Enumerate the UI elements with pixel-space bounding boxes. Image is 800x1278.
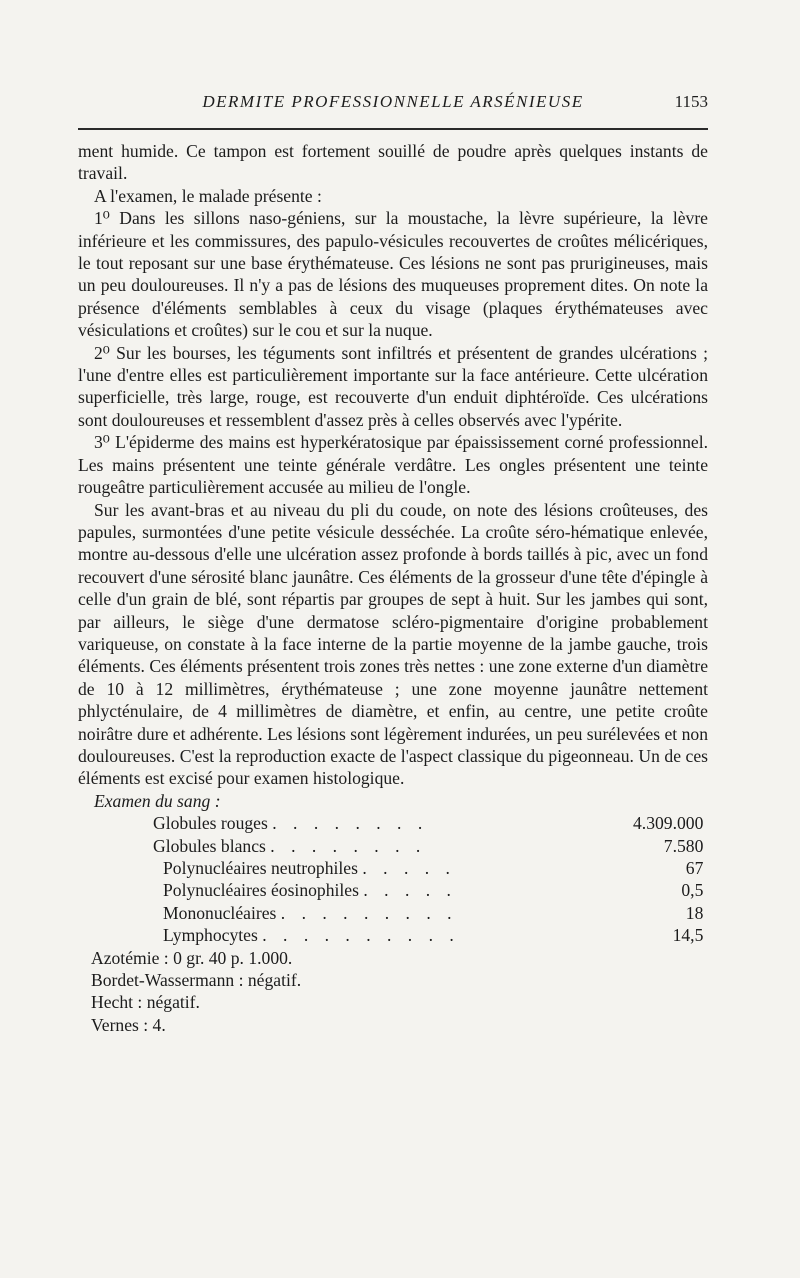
row-value: 4.309.000 [633, 813, 704, 834]
page-header [78, 92, 708, 122]
paragraph-point-1: 1⁰ Dans les sillons naso-géniens, sur la moustache, la lèvre supérieure, la lèvre inférieure et les commissures, des papulo-vésicules recouvertes de croûtes mélicériques, le tout reposant sur une base érythémateuse. Ces lésions ne sont pas prurigineuses, mais un peu douloureuses. Il n'y a pas de lésions des muqueuses proprement dites. On note la présence d'éléments semblables à ceux du visage (plaques érythémateuses avec vésiculations et croûtes) sur le cou et sur la nuque. [78, 208, 708, 341]
row-value: 7.580 [663, 835, 704, 856]
row-label: Globules blancs . . . . . . . . [153, 835, 427, 856]
row-value: 0,5 [681, 880, 704, 901]
bordet-wassermann-result: Bordet-Wassermann : négatif. [91, 970, 302, 991]
blood-exam-table [78, 812, 703, 946]
row-label: Polynucléaires éosinophiles . . . . . [163, 880, 457, 901]
header-rule [78, 128, 708, 130]
paragraph-continuation: ment humide. Ce tampon est fortement souillé de poudre après quelques instants de travail. [78, 141, 708, 184]
table-row [78, 902, 703, 924]
paragraph-exam-intro: A l'examen, le malade présente : [94, 185, 322, 206]
row-label: Globules rouges . . . . . . . . [153, 813, 429, 834]
vernes-result: Vernes : 4. [91, 1014, 166, 1035]
paragraph-point-3: 3⁰ L'épiderme des mains est hyperkératosique par épaississement corné professionnel. Les mains présentent une teinte générale verdâtre. Les ongles présentent une teinte rougeâtre particulièrement accusée au milieu de l'ongle. [78, 432, 708, 498]
table-row [78, 879, 703, 901]
running-title: DERMITE PROFESSIONNELLE ARSÉNIEUSE [202, 92, 584, 111]
azotemie-result: Azotémie : 0 gr. 40 p. 1.000. [91, 947, 293, 968]
table-row [78, 812, 703, 834]
row-label: Lymphocytes . . . . . . . . . . [163, 925, 460, 946]
row-value: 67 [685, 858, 704, 878]
row-label: Mononucléaires . . . . . . . . . [163, 902, 458, 923]
hecht-result: Hecht : négatif. [91, 992, 200, 1013]
page-number: 1153 [674, 92, 708, 111]
row-value: 18 [685, 902, 704, 923]
page-body [78, 140, 708, 1036]
table-row [78, 924, 703, 946]
paragraph-forearms-legs: Sur les avant-bras et au niveau du pli du coude, on note des lésions croûteuses, des papules, surmontées d'une petite vésicule desséchée. La croûte séro-hématique enlevée, montre au-dessous d'elle une ulcération assez profonde à bords taillés à pic, avec un fond recouvert d'une sérosité blanc jaunâtre. Ces éléments de la grosseur d'une tête d'épingle à celle d'un grain de blé, sont répartis par groupes de sept à huit. Sur les jambes qui sont, par ailleurs, le siège d'une dermatose scléro-pigmentaire d'origine probablement variqueuse, on constate à la face interne de la partie moyenne de la jambe gauche, trois éléments. Ces éléments présentent trois zones très nettes : une zone externe d'un diamètre de 10 à 12 millimètres, érythémateuse ; une zone moyenne jaunâtre nettement phlycténulaire, de 4 millimètres de diamètre, et enfin, au centre, une petite croûte noirâtre dure et adhérente. Les lésions sont légèrement indurées, un peu surélevées et non douloureuses. C'est la reproduction exacte de l'aspect classique du pigeonneau. Un de ces éléments est excisé pour examen histologique. [78, 499, 708, 789]
row-value: 14,5 [672, 925, 704, 946]
blood-exam-heading: Examen du sang : [94, 790, 221, 811]
row-label: Polynucléaires neutrophiles . . . . . [163, 858, 456, 878]
table-row [78, 857, 703, 879]
table-row [78, 835, 703, 857]
paragraph-point-2: 2⁰ Sur les bourses, les téguments sont infiltrés et présentent de grandes ulcérations ; l'une d'entre elles est particulièrement importante sur la face antérieure. Cette ulcération superficielle, très large, rouge, est recouverte d'un enduit diphtéroïde. Ces ulcérations sont douloureuses et ressemblent d'assez près à celles observés avec l'ypérite. [78, 342, 708, 430]
